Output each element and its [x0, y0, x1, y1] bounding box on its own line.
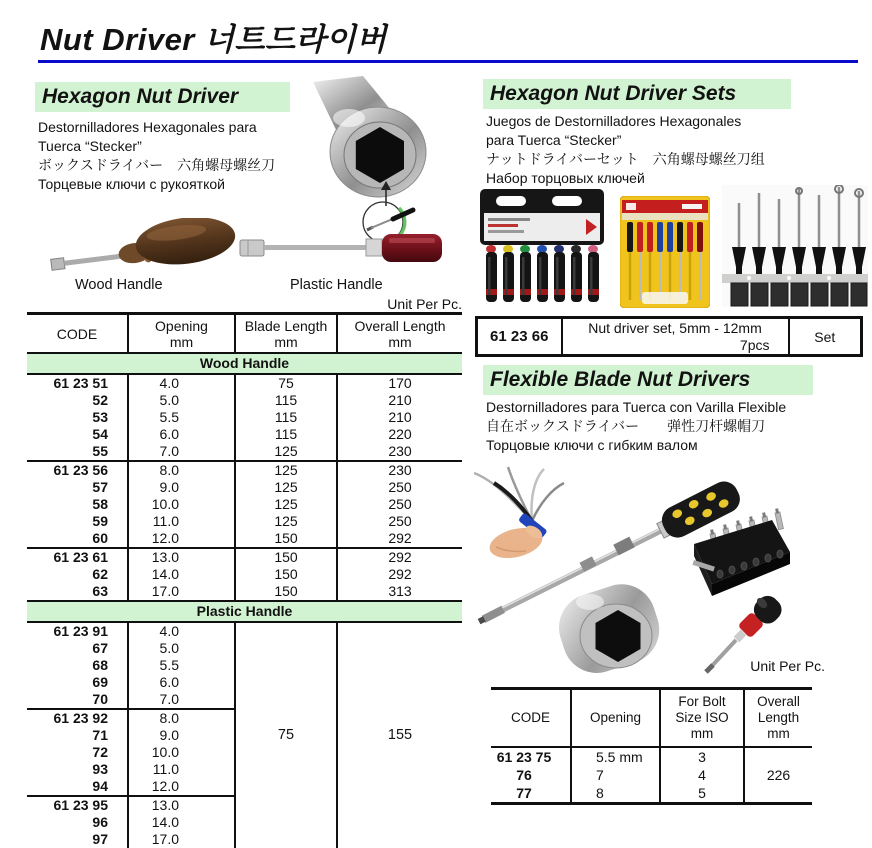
table-row: 61 23 75 5.5 mm 3 226: [491, 747, 812, 766]
table-row: 54 6.0 115 220: [27, 426, 462, 443]
col-blade-length: Blade Length mm: [235, 314, 337, 354]
table-row: 52 5.0 115 210: [27, 392, 462, 409]
plastic-overall-length-merged: 155: [337, 622, 462, 848]
table-row: 63 17.0 150 313: [27, 583, 462, 601]
set-unit: Set: [789, 318, 862, 356]
plastic-handle-banner: Plastic Handle: [27, 601, 462, 622]
section-title-hexagon-nut-driver: Hexagon Nut Driver: [35, 82, 290, 112]
table-header-row: [491, 689, 812, 748]
table-row: 72 10.0: [27, 744, 462, 761]
set-description: Nut driver set, 5mm - 12mm 7pcs: [562, 318, 789, 356]
table-row: 53 5.5 115 210: [27, 409, 462, 426]
driver-set-yellow-pack-photo: [620, 196, 710, 308]
wood-handle-caption: Wood Handle: [75, 277, 163, 293]
page-title: [40, 14, 387, 59]
table-row: 61 23 51 4.0 75 170: [27, 374, 462, 392]
nut-driver-sets-description: Juegos de Destornilladores Hexagonales para Tuerca “Stecker” ナットドライバーセット 六角螺母螺丝刀组 Набор торцовых ключей: [486, 113, 765, 186]
section-title-nut-driver-sets: Hexagon Nut Driver Sets: [483, 79, 791, 109]
col-opening: Opening: [571, 689, 660, 748]
col-opening: Opening mm: [128, 314, 235, 354]
wood-handle-driver-photo: [46, 218, 241, 278]
table-row: 76 7 4: [491, 766, 812, 784]
table-row: 60 12.0 150 292: [27, 530, 462, 548]
table-row: 61 23 61 13.0 150 292: [27, 548, 462, 566]
unit-per-pc-note-left: Unit Per Pc.: [387, 296, 462, 312]
page-title-en: Nut Driver: [40, 22, 195, 57]
hex-socket-closeup-photo: [283, 76, 463, 244]
driver-set-blister-photo: [474, 189, 610, 309]
col-overall-length: Overall Length mm: [337, 314, 462, 354]
flexible-overall-length-merged: 226: [744, 747, 812, 804]
driver-set-rack-photo: [722, 185, 868, 307]
title-underline: [38, 60, 858, 63]
col-overall-length: Overall Length mm: [744, 689, 812, 748]
table-row: 77 8 5: [491, 784, 812, 804]
page-title-ko: 너트드라이버: [204, 22, 387, 57]
table-header-row: [27, 314, 462, 354]
hexagon-nut-driver-description: Destornilladores Hexagonales para Tuerca “Stecker” ボックスドライバー 六角螺母螺丝刀 Торцевые ключи с рукояткой: [38, 119, 276, 192]
flexible-blade-description: Destornilladores para Tuerca con Varilla Flexible 自在ボックスドライバー 弹性刀杆螺帽刀 Торцовые ключи с гибким валом: [486, 399, 787, 453]
unit-per-pc-note-flexible: Unit Per Pc.: [750, 658, 825, 674]
table-row: 58 10.0 125 250: [27, 496, 462, 513]
table-row: 61 23 56 8.0 125 230: [27, 461, 462, 479]
col-bolt-size: For Bolt Size ISO mm: [660, 689, 744, 748]
nut-driver-sets-table: [475, 316, 863, 357]
table-row: 93 11.0: [27, 761, 462, 778]
table-row: 61 23 92 8.0: [27, 709, 462, 727]
bit-holder-photo: [686, 498, 798, 602]
plastic-blade-length-merged: 75: [235, 622, 337, 848]
table-row: 61 23 95 13.0: [27, 796, 462, 814]
table-row: 94 12.0: [27, 778, 462, 796]
hexagon-nut-driver-table: [27, 312, 462, 848]
plastic-handle-driver-photo: [238, 226, 446, 276]
table-row: 57 9.0 125 250: [27, 479, 462, 496]
table-row: 71 9.0: [27, 727, 462, 744]
table-row: 61 23 91 4.0 75 155: [27, 622, 462, 640]
wood-handle-banner: Wood Handle: [27, 353, 462, 374]
section-title-flexible-blade: Flexible Blade Nut Drivers: [483, 365, 813, 395]
table-row: 59 11.0 125 250: [27, 513, 462, 530]
table-row: 55 7.0 125 230: [27, 443, 462, 461]
plastic-handle-caption: Plastic Handle: [290, 277, 383, 293]
table-row: 62 14.0 150 292: [27, 566, 462, 583]
flexible-blade-table: [491, 687, 812, 805]
table-row: 68 5.5: [27, 657, 462, 674]
table-row: 97 17.0: [27, 831, 462, 848]
col-code: CODE: [491, 689, 571, 748]
table-row: 96 14.0: [27, 814, 462, 831]
table-row: 67 5.0: [27, 640, 462, 657]
table-row: [477, 318, 862, 356]
set-code: 61 23 66: [490, 328, 549, 345]
col-code: CODE: [27, 314, 128, 354]
table-row: 70 7.0: [27, 691, 462, 709]
table-row: 69 6.0: [27, 674, 462, 691]
hex-socket-closeup-photo-2: [556, 576, 666, 681]
